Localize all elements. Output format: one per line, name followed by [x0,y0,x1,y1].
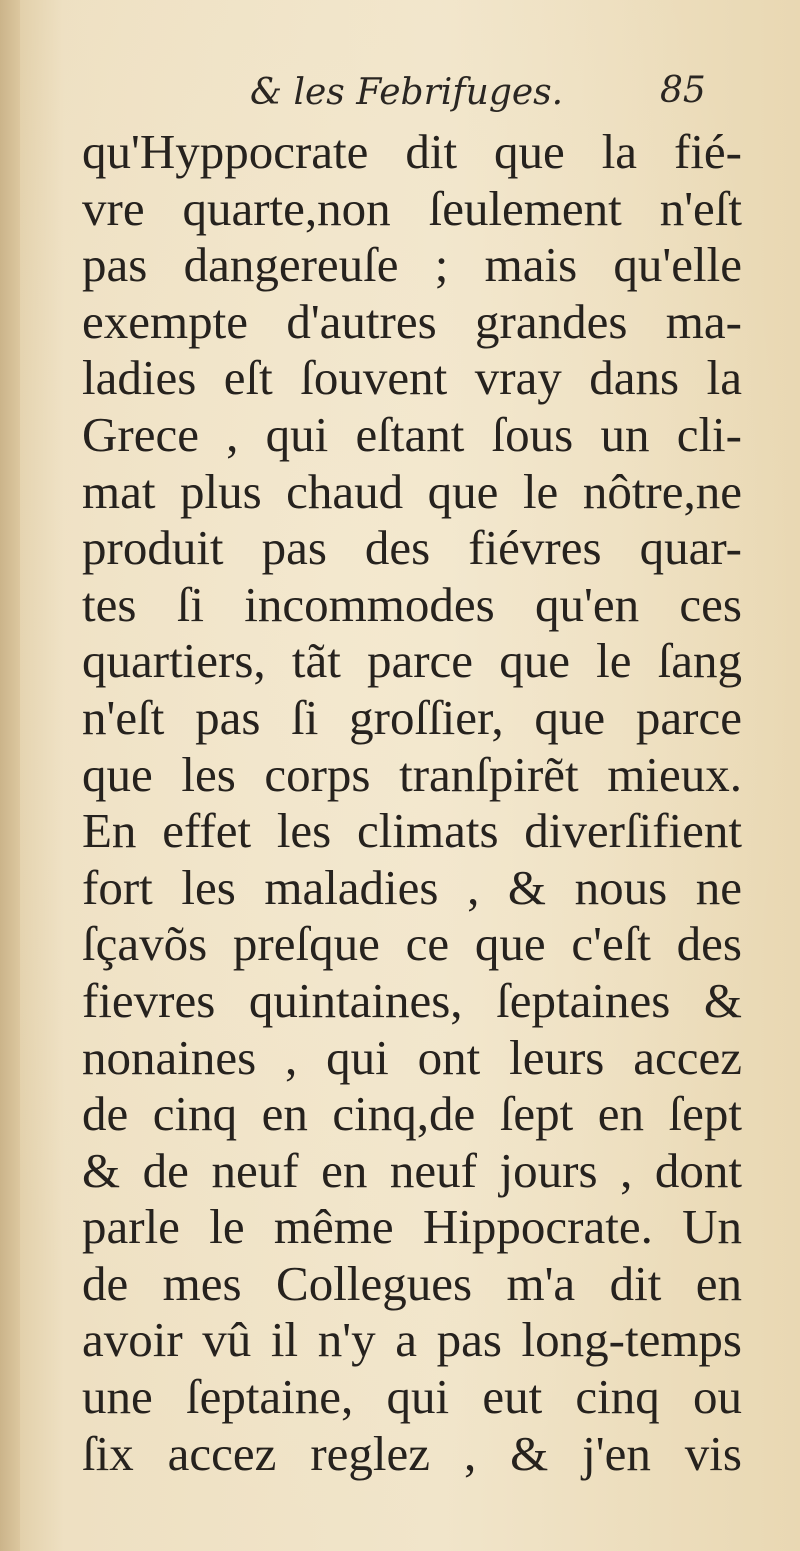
text-line: fievres quintaines, ſeptaines & [82,972,742,1028]
body-text [82,124,742,1482]
text-line: de cinq en cinq,de ſept en ſept [82,1086,742,1142]
text-line: fort les maladies , & nous ne [82,859,742,915]
text-line: Grece , qui eſtant ſous un cli- [82,406,742,462]
text-line: ladies eſt ſouvent vray dans la [82,350,742,406]
text-line: avoir vû il n'y a pas long-temps [82,1312,742,1368]
page-header [0,66,800,126]
text-line: une ſeptaine, qui eut cinq ou [82,1369,742,1425]
page-gutter-shadow [0,0,20,1551]
text-line: nonaines , qui ont leurs accez [82,1029,742,1085]
text-line: de mes Collegues m'a dit en [82,1255,742,1311]
running-head: & les Febrifuges. [250,72,564,113]
text-line: ſix accez reglez , & j'en vis [82,1425,742,1481]
text-line: En effet les climats diverſifient [82,803,742,859]
text-line: produit pas des fiévres quar- [82,520,742,576]
text-line: pas dangereuſe ; mais qu'elle [82,237,742,293]
page-number: 85 [660,70,706,111]
text-line: vre quarte,non ſeulement n'eſt [82,180,742,236]
text-line: tes ſi incommodes qu'en ces [82,576,742,632]
text-line: que les corps tranſpirẽt mieux. [82,746,742,802]
text-line: & de neuf en neuf jours , dont [82,1142,742,1198]
text-line: parle le même Hippocrate. Un [82,1199,742,1255]
text-line: ſçavõs preſque ce que c'eſt des [82,916,742,972]
text-line: exempte d'autres grandes ma- [82,293,742,349]
text-line: quartiers, tãt parce que le ſang [82,633,742,689]
text-line: n'eſt pas ſi groſſier, que parce [82,689,742,745]
text-line: qu'Hyppocrate dit que la fié- [82,124,742,179]
text-line: mat plus chaud que le nôtre,ne [82,463,742,519]
